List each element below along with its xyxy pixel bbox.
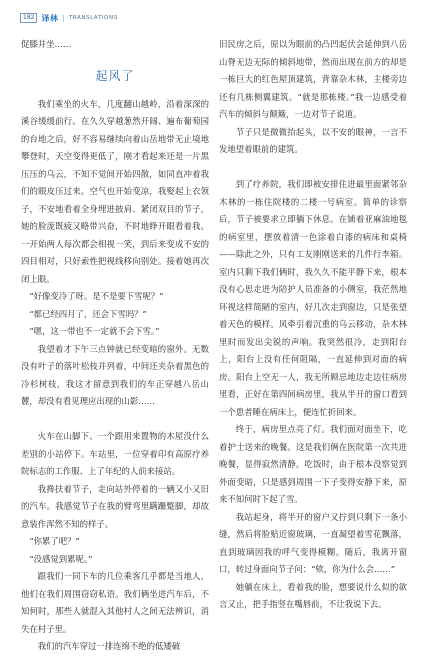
paragraph: “嗯，这一带也不一定就不会下雪。” (29, 326, 160, 336)
paragraph: “没感觉到累呢。” (29, 553, 93, 564)
opening-line: 促膝并坐…… (21, 39, 72, 49)
header-separator: | (62, 14, 65, 22)
paragraph: 跟我们一同下车的几位乘客几乎都是当地人，他们在我们周围窃窃私语。我们俩坐进汽车后，不知何时，那些人就混入其他村人之间无法辨识，消失在村子里。 (21, 571, 209, 634)
right-paragraphs (219, 36, 407, 614)
left-paragraphs (21, 96, 209, 656)
paragraph: 我站起身，将半开的窗户又拧到只剩下一条小缝，然后将脸贴近窗玻璃，一直凝望着雪花飘落，直到玻璃因我的呼气变得模糊。随后，我离开窗口，转过身面向节子问：“欸，你为什么会……” (219, 511, 407, 574)
page-number: 182 (20, 13, 37, 23)
paragraph: 我望着才下午三点钟就已经变暗的窗外。无数没有叶子的落叶松枝并列着，中间还夹杂着黑色的冷杉树枝，我这才留意到我们的车正穿越八岳山麓，却没有看见理应出现的山影…… (21, 343, 209, 406)
paragraph: 她躺在床上，看着我的脸，想要说什么似的欲言又止，把手指竖在嘴唇前，不让我说下去。 (219, 581, 407, 609)
paragraph: 我们乘坐的火车，几度翻山越岭，沿着深深的溪谷缓缓前行。在久久穿越葱然开阔、遍布葡萄园的台地之后，好不容易继续向着山岳地带无止境地攀登时，天空变得更低了，刚才看起来还是一片黑压压的乌云，不知不觉间开始四散，如同直冲着我们的眼皮压过来。空气也开始变凉，我娶起上衣领子，不安地看着全身埋进披肩、紧闭双目的节子，她的脸庞既疲又略带兴奋，不时地睁开眼看着我。一开始两人每次都会相视一笑，到后来变成不安的四目相对，只好索性把视线移向别处。接着她再次闭上眼。 (21, 98, 209, 284)
paragraph: 节子只是微微抬起头，以不安的眼神，一言不发地望着眼前的建筑。 (219, 126, 407, 154)
paragraph: 旧民房之后，原以为眼前的凸凹起伏会延伸到八岳山脊无边无际的倾斜地带，然而出现在前方的却是一栋巨大的红色屋顶建筑，背靠杂木林，主楼旁边还有几栋侧翼建筑。“就是那栋楼。”我一边感受着汽车的倾斜与颠簸，一边对节子说道。 (219, 39, 407, 119)
left-column (21, 36, 209, 656)
paragraph: “你累了吧？” (29, 536, 80, 546)
chapter-title: 起风了 (95, 68, 135, 83)
right-column (219, 36, 407, 614)
paragraph: 终于，病房里点亮了灯。我们面对面坐下，吃着护士送来的晚餐。这是我们俩在医院第一次共进晚餐，显得寂然清静。吃饭时，由于根本没察觉到外面变暗，只是感到周围一下子变得安静下来，原来不知何时下起了雪。 (219, 424, 407, 504)
paragraph: “都已经四月了，还会下雪吗？” (29, 308, 147, 319)
paragraph: “好像变冷了呀。是不是要下雪呢？” (29, 291, 164, 301)
magazine-name: 译林 (41, 13, 59, 23)
paragraph: 火车在山脚下、一个跟用来置物的木屋没什么差别的小站停下。车站里，一位穿着印有高原疗养院标志的工作服、上了年纪的人前来接站。 (21, 431, 209, 476)
page-header (20, 10, 118, 26)
paragraph: 我搀扶着节子，走向站外停着的一辆又小又旧的汽车。我感觉节子在我的臂弯里蹒跚蹩脚，却故意装作浑然不知的样子。 (21, 483, 209, 529)
section-label: TRANSLATIONS (68, 15, 118, 21)
paragraph: 到了疗养院，我们即被安排住进最里面紧邻杂木林的一栋住院楼的二楼一号病室。简单的诊察后，节子被要求立即躺下休息。在铺着亚麻油地毯的病室里，摆放着清一色涂着白漆的病床和桌椅——除此之外，只有工友刚刚送来的几件行李箱。室内只剩下我们俩时，我久久不能平静下来，根本没有心思走进为陪护人员准备的小侧室，我茫然地环视这样简陋的室内，好几次走到窗边，只是张望着天色的模样。风牵引着沉重的乌云移动，杂木林里时而发出尖锐的声响。我突然很冷，走到阳台上，阳台上没有任何阻隔，一直延伸到对面的病房。阳台上空无一人，我无所顾忌地边走边往病房里看，正好在第四间病房里，我从半开的窗口看到一个患者睡在病床上，便连忙折回来。 (219, 179, 407, 417)
paragraph: 我们的汽车穿过一排连绵不绝的低矮破 (37, 641, 181, 651)
